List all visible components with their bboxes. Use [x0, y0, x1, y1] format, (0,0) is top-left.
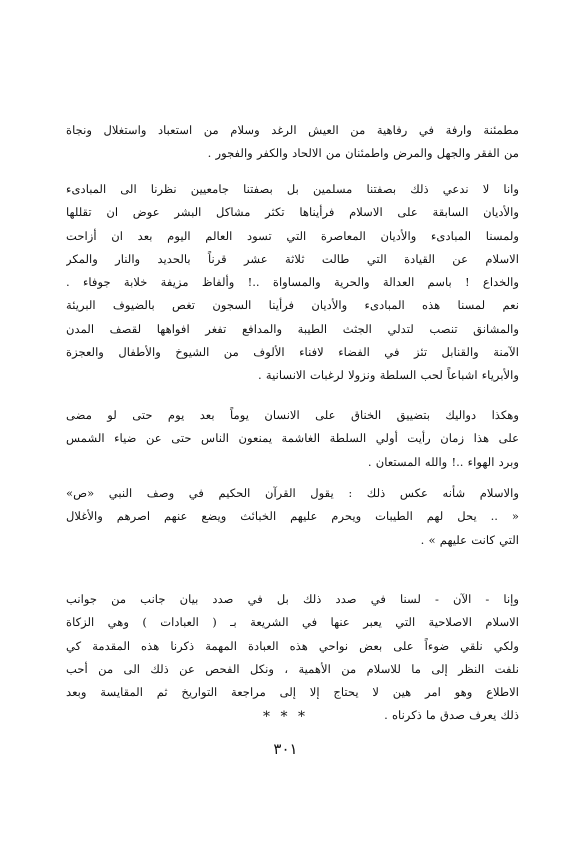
- text-line: التي كانت عليهم » .: [420, 532, 519, 547]
- paragraph: [66, 178, 519, 388]
- text-line: الآمنة والقنابل تئز في الفضاء لافناء الألوف من الشيوخ والأطفال والعجزة: [66, 345, 519, 360]
- text-line: وبرد الهواء ..! والله المستعان .: [367, 454, 519, 469]
- text-line: وهكذا دواليك بتضييق الخناق على الانسان يوماً بعد يوم حتى لو مضى: [66, 408, 519, 422]
- text-line: الاطلاع وهو امر هين لا يحتاج إلا إلى مراجعة التواريخ ثم المقايسة وبعد: [66, 685, 519, 700]
- text-line: والمشانق تنصب لتدلي الجثث الطيبة والمدافع تفغر افواهها لقصف المدن: [66, 321, 519, 336]
- text-line: من الفقر والجهل والمرض واطمئنان من الالحاد والكفر والفجور .: [207, 146, 519, 161]
- paragraph: [66, 588, 519, 728]
- text-line: مطمئنة وارفة في رفاهية من العيش الرغد وسلام من استعباد واستغلال ونجاة: [66, 123, 519, 137]
- text-line: والاسلام شأنه عكس ذلك : يقول القرآن الحكيم في وصف النبي «ص»: [66, 486, 519, 500]
- text-line: ولكي نلقي ضوءاً على بعض نواحي هذه العبادة المهمة ذكرنا هذه المقدمة كي: [66, 638, 519, 653]
- text-line: ذلك يعرف صدق ما ذكرناه .: [384, 708, 519, 723]
- text-line: نعم لمسنا هذه المبادىء والأديان فرأينا السجون تغص بالضيوف البريئة: [66, 298, 519, 313]
- paragraph: [66, 482, 519, 552]
- page-number: ٣٠١: [273, 740, 298, 758]
- text-line: والأديان السابقة على الاسلام فرأيناها تكثر مشاكل البشر عوض ان تقللها: [66, 205, 519, 220]
- text-line: الاسلام الاصلاحية التي يعبر عنها في الشريعة بـ ( العبادات ) وهي الزكاة: [66, 615, 519, 630]
- paragraph: [66, 404, 519, 474]
- text-line: « .. يحل لهم الطيبات ويحرم عليهم الخبائث ويضع عنهم اصرهم والأغلال: [66, 509, 519, 524]
- text-line: ولمسنا المبادىء والأديان المعاصرة التي تسود العالم اليوم بعد ان أزاحت: [66, 228, 519, 243]
- text-line: والخداع ! باسم العدالة والحرية والمساواة ..! وألفاظ مزيفة خلابة جوفاء .: [66, 275, 519, 290]
- text-line: وإنا - الآن - لسنا في صدد ذلك بل في صدد بيان جانب من جوانب: [66, 592, 519, 606]
- section-separator: * * *: [263, 709, 308, 725]
- text-line: نلفت النظر إلى ما للاسلام من الأهمية ، ونكل الفحص عن ذلك الى من أحب: [66, 661, 519, 676]
- text-line: الاسلام عن القيادة التي طالت ثلاثة عشر قرناً بالحديد والنار والمكر: [66, 251, 519, 266]
- text-line: وانا لا ندعي ذلك بصفتنا مسلمين بل بصفتنا جامعيين نظرنا الى المبادىء: [66, 182, 519, 196]
- paragraph: [66, 119, 519, 166]
- text-line: على هذا زمان رأيت أولي السلطة الغاشمة يمنعون الناس حتى عن ضياء الشمس: [66, 431, 519, 446]
- text-line: والأبرياء اشباعاً لحب السلطة ونزولا لرغبات الانسانية .: [258, 368, 519, 383]
